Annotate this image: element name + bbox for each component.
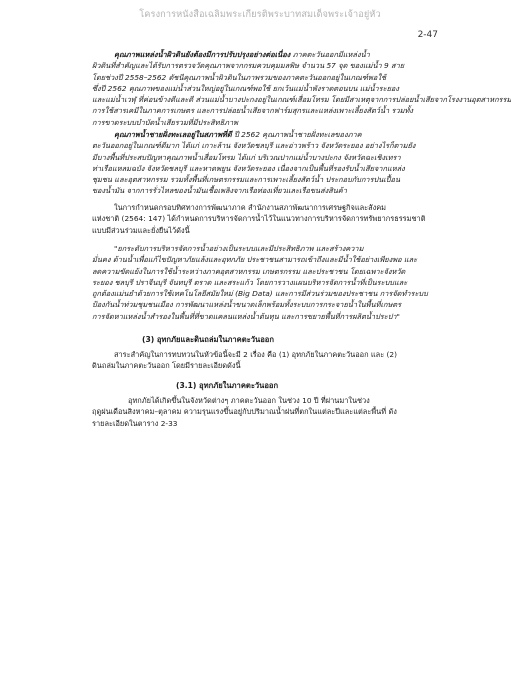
text-line: "ยกระดับการบริหารจัดการน้ำอย่างเป็นระบบและมีประสิทธิภาพ และสร้างความ [114, 244, 364, 253]
running-header: โครงการหนังสือเฉลิมพระเกียรติพระบาทสมเด็จพระเจ้าอยู่หัว [139, 9, 381, 20]
text-line: ผิวดินที่สำคัญและได้รับการตรวจวัดคุณภาพจากกรมควบคุมมลพิษ จำนวน 57 จุด ของแม่น้ำ 9 สาย [92, 61, 405, 71]
text-line: ป้องกันน้ำท่วมชุมชนเมือง การพัฒนาแหล่งน้ำขนาดเล็กพร้อมทั้งระบบการกระจายน้ำในพื้นที่เกษตร [92, 300, 402, 310]
text-line: ระยอง ชลบุรี ปราจีนบุรี จันทบุรี ตราด และสระแก้ว โดยการวางแผนบริหารจัดการน้ำที่เป็นระบบและ [92, 277, 408, 287]
text-line: สาระสำคัญในการทบทวนในหัวข้อนี้จะมี 2 เรื่อง คือ (1) อุทกภัยในภาคตะวันออก และ (2) [114, 350, 398, 359]
text-line: คุณภาพน้ำชายฝั่งทะเลอยู่ในสภาพที่ดี ปี 2562 คุณภาพน้ำชายฝั่งทะเลของภาค [114, 130, 362, 139]
text-line: มั่นคง ด้านน้ำเพื่อแก้ไขปัญหาภัยแล้งและอุทกภัย ประชาชนสามารถเข้าถึงและมีน้ำใช้อย่างเพียงพอ และ [92, 255, 418, 265]
text-line: ท่าเรือแหลมฉบัง จังหวัดชลบุรี และหาดพยูน จังหวัดระยอง เนื่องจากเป็นพื้นที่รองรับน้ำเสียจากแหล่ง [92, 163, 405, 173]
paragraph-topics [92, 349, 440, 372]
paragraph-development-direction [92, 202, 440, 236]
section-heading-floods-landslides: (3) อุทกภัยและดินถล่มในภาคตะวันออก [142, 335, 274, 344]
paragraph-surface-water [92, 49, 511, 128]
text-line: ถูกต้องแม่นยำด้วยการใช้เทคโนโลยีสมัยใหม่ (Big Data) และการมีส่วนร่วมของประชาชน การจัดทำระบบ [92, 289, 428, 299]
quote-block [92, 243, 440, 322]
paragraph-floods [92, 395, 440, 429]
text-line: แห่งชาติ (2564: 147) ได้กำหนดการบริหารจัดการน้ำไว้ในแนวทางการบริหารจัดการทรัพยากรธรรมชาติ [92, 214, 426, 224]
text-line: ของน้ำมัน จากการรั่วไหลของน้ำมันเชื้อเพลิงจากเรือท่องเที่ยวและเรือขนส่งสินค้า [92, 186, 347, 196]
text-line: ซึ่งปี 2562 คุณภาพของแม่น้ำส่วนใหญ่อยู่ในเกณฑ์พอใช้ ยกเว้นแม่น้ำพังราดตอนบน แม่น้ำระยอง [92, 83, 399, 93]
text-line: และแม่น้ำเวฬุ ที่ค่อนข้างดีและดี ส่วนแม่น้ำบางปะกงอยู่ในเกณฑ์เสื่อมโทรม โดยมีสาเหตุจากการปล่อยน้ำเสียจากโรงงานอุตสาหกรรม [92, 95, 511, 105]
text-line: ตะวันออกอยู่ในเกณฑ์ดีมาก ได้แก่ เกาะล้าน จังหวัดชลบุรี และอ่าวพร้าว จังหวัดระยอง อย่างไรก็ตามยัง [92, 141, 416, 151]
text-line: รายละเอียดในตาราง 2-33 [92, 418, 178, 428]
text-line: ในการกำหนดกรอบทิศทางการพัฒนาภาค สำนักงานสภาพัฒนาการเศรษฐกิจและสังคม [114, 203, 387, 212]
text-line: โดยช่วงปี 2558–2562 ดัชนีคุณภาพน้ำผิวดินในภาพรวมของภาคตะวันออกอยู่ในเกณฑ์พอใช้ [92, 72, 386, 82]
text-line: การขาดระบบบำบัดน้ำเสียรวมที่มีประสิทธิภาพ [92, 117, 238, 127]
paragraph-coastal-water [92, 129, 440, 197]
text-line: มีบางพื้นที่ประสบปัญหาคุณภาพน้ำเสื่อมโทรม ได้แก่ บริเวณปากแม่น้ำบางปะกง จังหวัดฉะเชิงเทรา [92, 152, 401, 162]
text-line: ฤดูฝนเดือนสิงหาคม–ตุลาคม ความรุนแรงขึ้นอยู่กับปริมาณน้ำฝนที่ตกในแต่ละปีและแต่ละพื้นที่ ดัง [92, 407, 397, 417]
text-line: ชุมชน และอุตสาหกรรม รวมทั้งพื้นที่เกษตรกรรมและการเพาะเลี้ยงสัตว์น้ำ ประกอบกับการปนเปื้อน [92, 175, 400, 185]
text-line: อุทกภัยได้เกิดขึ้นในจังหวัดต่างๆ ภาคตะวันออก ในช่วง 10 ปี ที่ผ่านมาในช่วง [128, 396, 370, 405]
text-line: การจัดหาแหล่งน้ำสำรองในพื้นที่ที่ขาดแคลนแหล่งน้ำต้นทุน และการขยายพื้นที่การผลิตน้ำประปา" [92, 311, 400, 321]
subsection-heading-floods: (3.1) อุทกภัยในภาคตะวันออก [176, 381, 279, 390]
text-line: ลดความขัดแย้งในการใช้น้ำระหว่างภาคอุตสาหกรรม เกษตรกรรม และประชาชน โดยเฉพาะจังหวัด [92, 266, 406, 276]
text-line: การใช้สารเคมีในภาคการเกษตร และการปล่อยน้ำเสียจากฟาร์มสุกรและแหล่งเพาะเลี้ยงสัตว์น้ำ รวมทั้ง [92, 106, 413, 116]
text-line: ดินถล่มในภาคตะวันออก โดยมีรายละเอียดดังนี้ [92, 361, 241, 371]
text-line: แบบมีส่วนร่วมและยั่งยืนไว้ดังนี้ [92, 225, 190, 235]
page-number: 2-47 [417, 30, 438, 40]
text-line: คุณภาพแหล่งน้ำผิวดินยังต้องมีการปรับปรุงอย่างต่อเนื่อง ภาคตะวันออกมีแหล่งน้ำ [114, 50, 370, 59]
